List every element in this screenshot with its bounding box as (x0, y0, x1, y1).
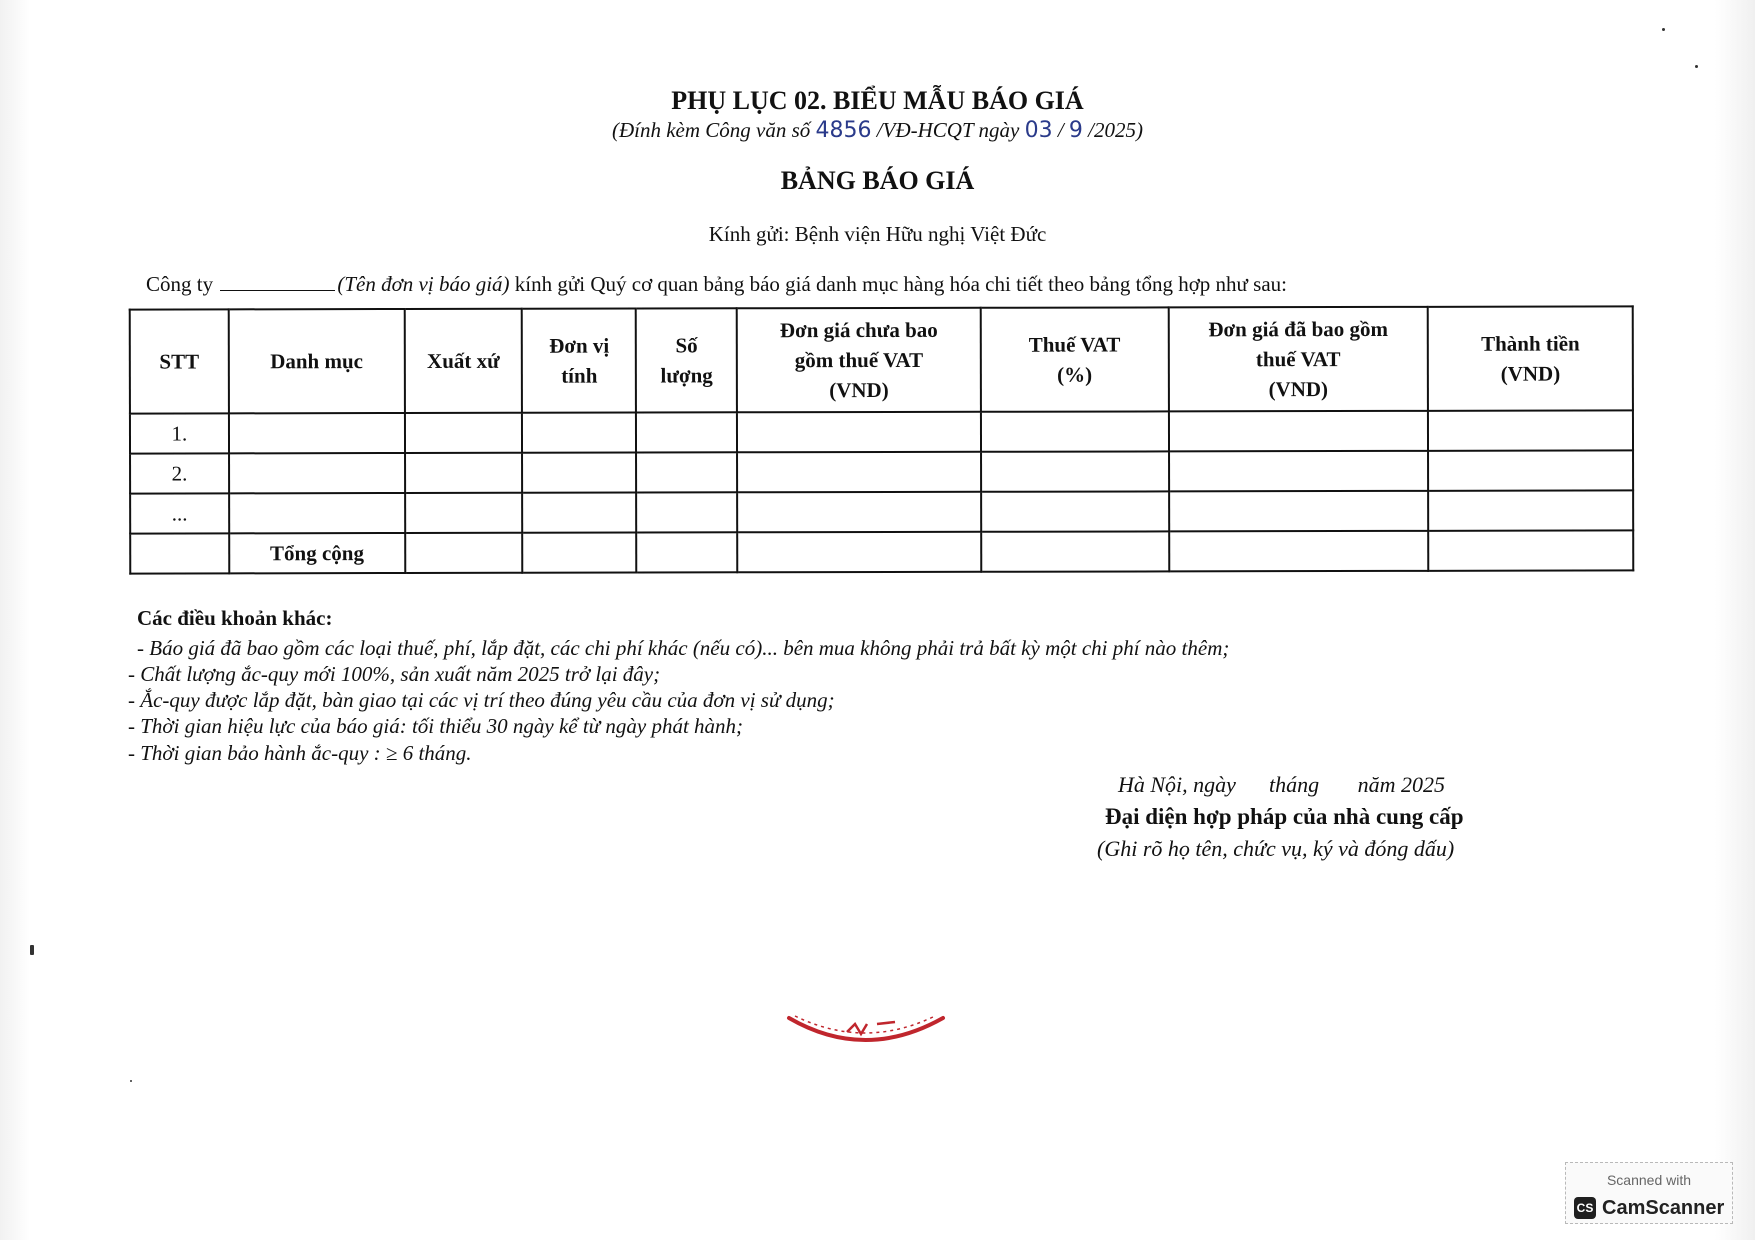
cell (229, 493, 405, 533)
cell (1169, 451, 1429, 492)
scan-speck (1662, 28, 1665, 31)
cell (636, 412, 737, 452)
table-total-row (130, 530, 1633, 573)
cell (1428, 490, 1633, 530)
header-danh-muc: Danh mục (229, 309, 405, 413)
total-label: Tổng cộng (229, 533, 405, 573)
intro-paragraph (146, 272, 1287, 297)
subtitle-prefix: (Đính kèm Công văn số (611, 118, 811, 142)
cell (405, 453, 523, 493)
row-number: 1. (130, 413, 229, 453)
cell (981, 451, 1169, 491)
date-separator: / (1057, 118, 1064, 142)
cell (229, 453, 405, 493)
cell (737, 532, 981, 573)
header-don-vi-tinh: Đơn vị tính (522, 309, 636, 413)
cell (1428, 530, 1633, 570)
cell (1169, 411, 1429, 452)
scan-speck (30, 945, 34, 955)
cell (636, 452, 737, 492)
term-item: - Ắc-quy được lắp đặt, bàn giao tại các vị trí theo đúng yêu cầu của đơn vị sử dụng; (128, 688, 835, 712)
header-so-luong: Số lượng (636, 308, 737, 412)
term-item: - Chất lượng ắc-quy mới 100%, sản xuất năm 2025 trở lại đây; (128, 662, 661, 686)
signature-note: (Ghi rõ họ tên, chức vụ, ký và đóng dấu) (1097, 836, 1455, 861)
cell (523, 453, 637, 493)
camscanner-badge (1565, 1162, 1733, 1224)
cell (1169, 491, 1429, 532)
row-number: ... (130, 493, 229, 533)
company-placeholder: (Tên đơn vị báo giá) (337, 272, 510, 296)
sign-place: Hà Nội, ngày (1118, 772, 1236, 797)
scan-speck (1695, 65, 1698, 68)
header-thanh-tien: Thành tiền (VND) (1428, 306, 1633, 410)
cell (523, 533, 637, 573)
row-number: 2. (130, 453, 229, 493)
handwritten-month: 9 (1068, 118, 1083, 143)
table-row (130, 410, 1633, 453)
term-item: - Báo giá đã bao gồm các loại thuế, phí, lắp đặt, các chi phí khác (nếu có)... bên mua không phải trả bất kỳ một chi phí nào thêm; (137, 636, 1230, 660)
terms-title: Các điều khoản khác: (137, 606, 333, 630)
recipient-line: Kính gửi: Bệnh viện Hữu nghị Việt Đức (708, 222, 1047, 246)
cell (522, 413, 636, 453)
table-header-row (130, 306, 1633, 413)
cell (737, 412, 981, 453)
cell (229, 413, 405, 453)
company-label: Công ty (146, 272, 214, 296)
cell (981, 491, 1169, 531)
document-subtitle (0, 118, 1755, 143)
document-title: PHỤ LỤC 02. BIỂU MẪU BÁO GIÁ (671, 86, 1084, 115)
cell (636, 492, 737, 532)
cell (981, 411, 1169, 451)
header-thue-vat: Thuế VAT (%) (981, 307, 1169, 411)
subtitle-suffix: /2025) (1088, 118, 1143, 142)
sign-year-label: năm 2025 (1357, 772, 1445, 797)
term-item: - Thời gian hiệu lực của báo giá: tối thiểu 30 ngày kể từ ngày phát hành; (128, 714, 744, 738)
sign-month-label: tháng (1268, 772, 1320, 797)
cell (1169, 531, 1429, 572)
cell (981, 531, 1169, 571)
signature-date (1118, 772, 1445, 798)
cell (130, 533, 229, 573)
header-xuat-xu: Xuất xứ (404, 309, 522, 413)
header-stt: STT (130, 309, 229, 413)
table-row (130, 490, 1633, 533)
cell (737, 452, 981, 493)
cell (1428, 410, 1633, 450)
badge-top-text: Scanned with (1606, 1172, 1692, 1188)
cell (405, 493, 523, 533)
cell (405, 413, 523, 453)
cell (637, 532, 738, 572)
cell (1428, 450, 1633, 490)
badge-name: CamScanner (1602, 1197, 1725, 1219)
cell (523, 493, 637, 533)
camscanner-logo-icon: CS (1574, 1197, 1596, 1219)
scan-speck (130, 1080, 132, 1082)
table-title: BẢNG BÁO GIÁ (780, 166, 975, 195)
header-don-gia-chua-vat: Đơn giá chưa bao gồm thuế VAT (VND) (737, 308, 981, 413)
quote-table (129, 305, 1635, 574)
handwritten-doc-number: 4856 (815, 118, 872, 143)
intro-text: kính gửi Quý cơ quan bảng báo giá danh mục hàng hóa chi tiết theo bảng tổng hợp như sau: (514, 272, 1288, 296)
cell (405, 533, 523, 573)
handwritten-day: 03 (1024, 118, 1053, 143)
term-item: - Thời gian bảo hành ắc-quy : ≥ 6 tháng. (128, 741, 472, 765)
signature-title: Đại diện hợp pháp của nhà cung cấp (1105, 804, 1464, 829)
cell (737, 492, 981, 533)
header-don-gia-co-vat: Đơn giá đã bao gồm thuế VAT (VND) (1168, 307, 1428, 412)
company-name-blank (220, 273, 335, 291)
subtitle-mid: /VĐ-HCQT ngày (876, 118, 1020, 142)
stamp-fragment-icon (785, 1010, 955, 1060)
table-row (130, 450, 1633, 493)
